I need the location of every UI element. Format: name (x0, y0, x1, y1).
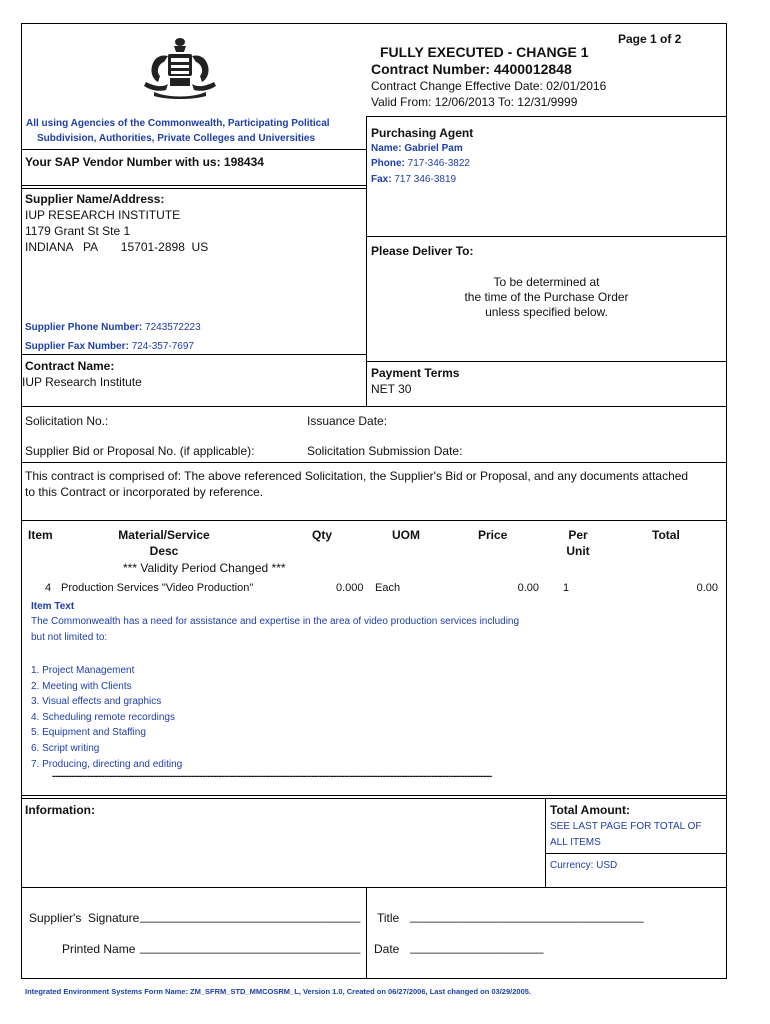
form-footer: Integrated Environment Systems Form Name: ZM_SFRM_STD_MMCOSRM_L, Version 1.0, Created on 06/27/2006, Last changed on 03/29/2005. (25, 987, 531, 996)
col-header-total: Total (652, 528, 680, 542)
divider (21, 354, 366, 355)
validity-note: *** Validity Period Changed *** (123, 561, 286, 575)
agent-name: Name: Gabriel Pam (371, 143, 463, 154)
divider (21, 798, 727, 799)
row-qty: 0.000 (336, 582, 364, 594)
col-header-qty: Qty (312, 528, 333, 542)
solicitation-no: Solicitation No.: (25, 414, 109, 428)
row-price: 0.00 (517, 582, 539, 594)
agencies-line-2: Subdivision, Authorities, Private Colleges and Universities (37, 133, 316, 144)
service-list (31, 663, 182, 772)
title-field[interactable]: ___________________________________ (410, 909, 644, 923)
contract-comprised-line-2: to this Contract or incorporated by reference. (25, 485, 264, 499)
supplier-fax: Supplier Fax Number: 724-357-7697 (25, 341, 194, 352)
agencies-line-1: All using Agencies of the Commonwealth, Participating Political (26, 118, 330, 129)
item-text-line-1: The Commonwealth has a need for assistance and expertise in the area of video production services including (31, 616, 520, 627)
list-item: 1. Project Management (31, 665, 135, 676)
list-item: 4. Scheduling remote recordings (31, 711, 175, 723)
divider (21, 149, 366, 150)
divider (366, 236, 727, 237)
list-item: 5. Equipment and Staffing (31, 727, 146, 739)
sap-vendor-number: Your SAP Vendor Number with us: 198434 (25, 155, 264, 169)
list-item: 6. Script writing (31, 742, 100, 754)
item-text-label: Item Text (31, 601, 75, 612)
deliver-line-2: the time of the Purchase Order (464, 290, 629, 304)
col-header-price: Price (478, 528, 508, 542)
total-amount-line-1: SEE LAST PAGE FOR TOTAL OF (550, 821, 702, 832)
column-divider (366, 887, 367, 979)
divider (21, 462, 727, 463)
supplier-heading: Supplier Name/Address: (25, 192, 165, 206)
list-item: 2. Meeting with Clients (31, 680, 132, 692)
supplier-name: IUP RESEARCH INSTITUTE (25, 208, 181, 222)
total-amount-heading: Total Amount: (550, 803, 630, 817)
date-field[interactable]: ____________________ (410, 940, 544, 954)
column-divider (545, 798, 546, 887)
supplier-signature-field[interactable]: _________________________________ (140, 909, 361, 923)
divider (21, 887, 727, 888)
payment-terms-heading: Payment Terms (371, 366, 460, 380)
title-label: Title (377, 911, 400, 925)
document-title: FULLY EXECUTED - CHANGE 1 (380, 44, 589, 60)
col-header-material: Material/Service Desc (118, 528, 210, 558)
agent-fax: Fax: 717 346-3819 (371, 174, 457, 185)
row-total: 0.00 (696, 582, 718, 594)
contract-name-heading: Contract Name: (25, 359, 115, 373)
printed-name-field[interactable]: _________________________________ (140, 940, 361, 954)
item-text-line-2: but not limited to: (31, 632, 108, 643)
supplier-street: 1179 Grant St Ste 1 (25, 224, 131, 238)
purchasing-agent-heading: Purchasing Agent (371, 126, 474, 140)
divider (366, 361, 727, 362)
information-heading: Information: (25, 803, 95, 817)
commonwealth-seal-icon (140, 36, 220, 100)
submission-date: Solicitation Submission Date: (307, 444, 463, 458)
page-label: Page 1 of 2 (618, 32, 682, 46)
row-item: 4 (45, 582, 52, 594)
change-effective-date: Contract Change Effective Date: 02/01/2016 (371, 79, 607, 93)
supplier-signature-label: Supplier's Signature (29, 911, 140, 925)
deliver-line-3: unless specified below. (485, 305, 608, 319)
divider (21, 795, 727, 796)
divider (21, 520, 727, 521)
divider (21, 406, 727, 407)
row-per: 1 (563, 582, 570, 594)
agent-phone: Phone: 717-346-3822 (371, 158, 470, 169)
total-amount-line-2: ALL ITEMS (550, 837, 601, 848)
deliver-line-1: To be determined at (493, 275, 600, 289)
list-item: 3. Visual effects and graphics (31, 696, 162, 708)
currency: Currency: USD (550, 860, 618, 871)
column-divider (366, 116, 367, 406)
list-item: 7. Producing, directing and editing (31, 758, 183, 770)
printed-name-label: Printed Name (62, 942, 136, 956)
date-label: Date (374, 942, 400, 956)
payment-terms-value: NET 30 (371, 382, 412, 396)
divider (545, 853, 727, 854)
row-desc: Production Services "Video Production" (61, 582, 254, 594)
supplier-city: INDIANA PA 15701-2898 US (25, 240, 209, 254)
divider (21, 185, 366, 186)
contract-name-value: IUP Research Institute (22, 375, 142, 389)
valid-dates: Valid From: 12/06/2013 To: 12/31/9999 (371, 95, 578, 109)
col-header-item: Item (28, 528, 53, 542)
divider (366, 116, 727, 117)
supplier-phone: Supplier Phone Number: 7243572223 (25, 322, 201, 333)
col-header-per-unit: Per Unit (566, 528, 590, 558)
contract-number: Contract Number: 4400012848 (371, 61, 572, 77)
divider (21, 188, 366, 189)
col-header-uom: UOM (392, 528, 420, 542)
contract-comprised-line-1: This contract is comprised of: The above referenced Solicitation, the Supplier's Bid or Proposal, and any documents attached (25, 469, 689, 483)
row-uom: Each (375, 582, 401, 594)
deliver-heading: Please Deliver To: (371, 244, 474, 258)
supplier-bid-no: Supplier Bid or Proposal No. (if applicable): (25, 444, 255, 458)
dashed-separator: ----------------------------------------------------------------------------------------------------------------------------------------------------------------- (52, 771, 492, 782)
issuance-date: Issuance Date: (307, 414, 388, 428)
